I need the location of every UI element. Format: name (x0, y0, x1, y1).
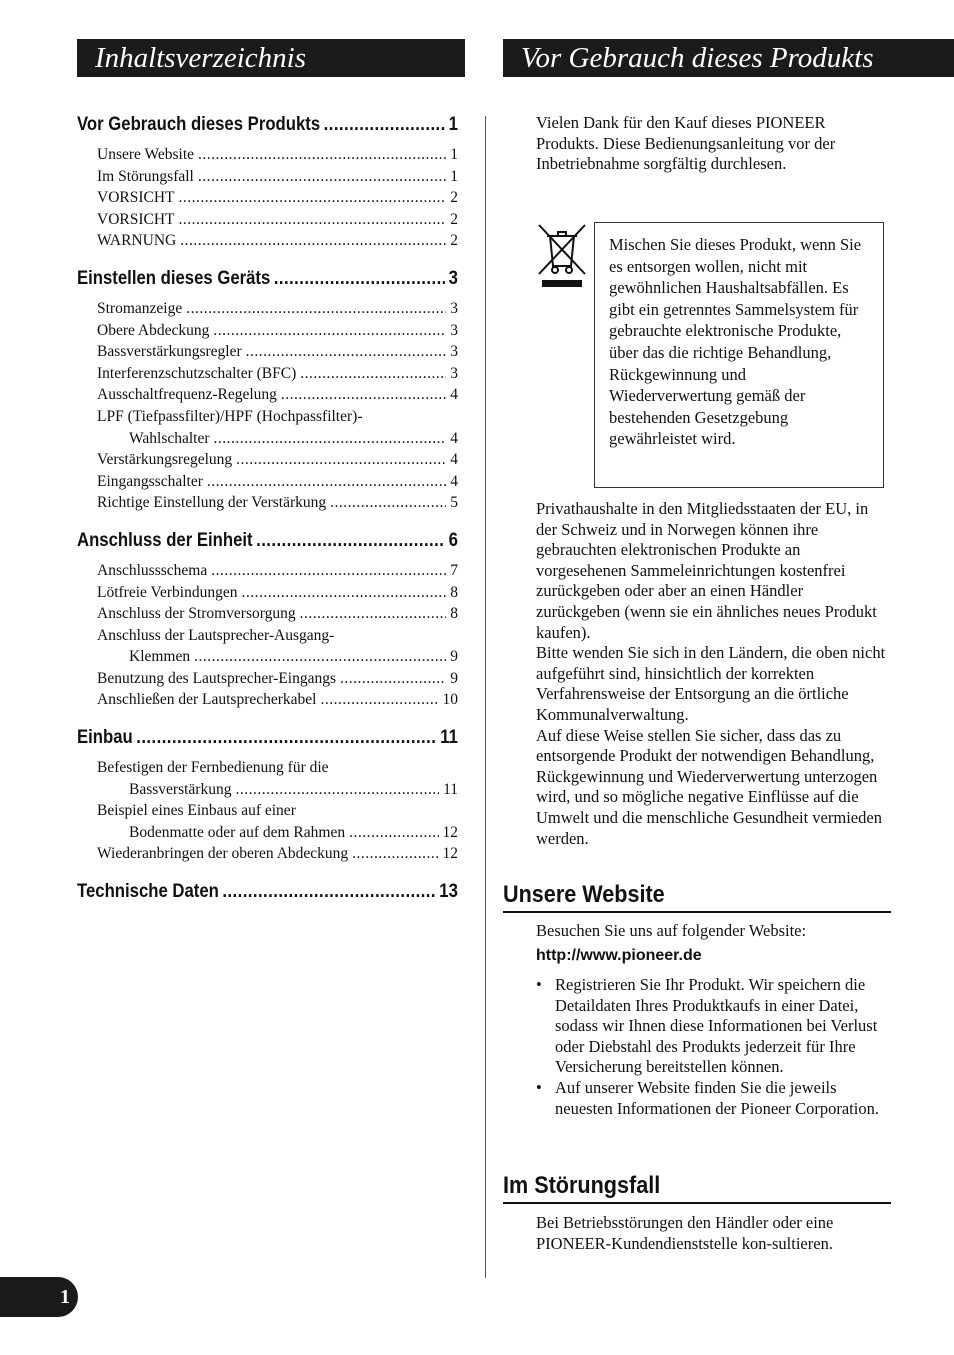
toc-entry-continuation[interactable] (77, 428, 458, 450)
website-url-link[interactable]: http://www.pioneer.de (536, 947, 702, 964)
toc-dot-leader (186, 298, 446, 320)
toc-page-number: 2 (450, 210, 458, 228)
toc-page-number: 1 (448, 114, 458, 135)
toc-dot-leader (194, 646, 446, 668)
toc-page-number: 11 (443, 780, 458, 798)
toc-entry[interactable] (77, 800, 458, 822)
toc-page-number: 1 (450, 146, 458, 163)
toc-dot-leader (180, 230, 446, 252)
toc-entry-label: Beispiel eines Einbaus auf einer (97, 802, 296, 820)
toc-dot-leader (349, 822, 438, 844)
toc-dot-leader (179, 209, 447, 231)
toc-heading[interactable] (77, 528, 458, 554)
toc-entry-label: Anschlussschema (97, 561, 208, 579)
toc-entry[interactable] (77, 384, 458, 406)
toc-page-number: 7 (450, 561, 458, 579)
intro-paragraph: Vielen Dank für den Kauf dieses PIONEER Produkts. Diese Bedienungsanleitung vor der Inbetriebnahme sorgfältig durchlesen. (536, 113, 836, 174)
toc-entry-continuation[interactable] (77, 779, 458, 801)
household-paragraph: Bitte wenden Sie sich in den Ländern, die oben nicht aufgeführt sind, hinsichtlich der korrekten Verfahrensweise der Entsorgung an die örtliche Kommunalverwaltung. (536, 643, 886, 724)
toc-entry[interactable] (77, 560, 458, 582)
toc-heading-label: Einbau (77, 727, 133, 749)
toc-dot-leader (256, 528, 445, 554)
toc-entry[interactable] (77, 668, 458, 690)
toc-entry-label: Eingangsschalter (97, 472, 203, 490)
toc-page-number: 3 (450, 364, 458, 382)
toc-dot-leader (136, 725, 436, 751)
bullet-icon: • (536, 975, 542, 994)
toc-page-number: 3 (448, 267, 458, 289)
toc-dot-leader (300, 603, 447, 625)
website-heading: Unsere Website (503, 880, 891, 913)
toc-dot-leader (236, 449, 446, 471)
toc-heading[interactable] (77, 112, 458, 138)
toc-page-number: 12 (442, 823, 458, 841)
toc-entry-label: Unsere Website (97, 146, 195, 163)
toc-entry[interactable] (77, 144, 458, 166)
toc-page-number: 6 (448, 529, 458, 551)
page-number-tab (0, 1277, 78, 1317)
toc-section (77, 879, 458, 905)
toc-entry[interactable] (77, 603, 458, 625)
table-of-contents (77, 112, 458, 919)
toc-entry[interactable] (77, 320, 458, 342)
toc-entry[interactable] (77, 471, 458, 493)
toc-heading[interactable] (77, 266, 458, 292)
toc-entry[interactable] (77, 341, 458, 363)
toc-entry[interactable] (77, 298, 458, 320)
toc-entry-label: WARNUNG (97, 232, 177, 250)
toc-page-number: 4 (450, 451, 458, 469)
bullet-text: Auf unserer Website finden Sie die jeweils neuesten Informationen der Pioneer Corporation. (555, 1077, 879, 1118)
toc-dot-leader (281, 384, 446, 406)
toc-section (77, 725, 458, 865)
toc-entry-label: Bodenmatte oder auf dem Rahmen (129, 823, 346, 841)
toc-entry[interactable] (77, 363, 458, 385)
toc-page-number: 13 (439, 881, 458, 903)
toc-heading-label: Vor Gebrauch dieses Produkts (77, 114, 321, 135)
toc-dot-leader (300, 363, 446, 385)
toc-entry[interactable] (77, 757, 458, 779)
toc-entry[interactable] (77, 187, 458, 209)
toc-page-number: 3 (450, 321, 458, 339)
toc-entry-label: Klemmen (129, 648, 191, 666)
toc-dot-leader (320, 689, 438, 711)
household-paragraph: Auf diese Weise stellen Sie sicher, dass das zu entsorgende Produkt der notwendigen Behandlung, Rückgewinnung und Wiederverwertung unterzogen wird, und so mögliche negative Einflüsse auf die Umwelt und die menschliche Gesundheit vermieden werden. (536, 725, 882, 848)
toc-page-number: 2 (450, 232, 458, 250)
toc-dot-leader (213, 320, 446, 342)
toc-entry-label: Anschließen der Lautsprecherkabel (97, 691, 317, 709)
toc-page-number: 8 (450, 583, 458, 601)
toc-entry-label: Lötfreie Verbindungen (97, 583, 238, 601)
disposal-notice-box: Mischen Sie dieses Produkt, wenn Sie es entsorgen wollen, nicht mit gewöhnlichen Haushaltsabfällen. Es gibt ein getrenntes Sammelsystem für gebrauchte elektronische Produkte, über das die richtige Behandlung, Rückgewinnung und Wiederverwertung gemäß der bestehenden Gesetzgebung gewährleistet wird. (594, 222, 884, 488)
toc-entry-label: Wiederanbringen der oberen Abdeckung (97, 845, 349, 863)
toc-entry-continuation[interactable] (77, 822, 458, 844)
toc-entry-label: Anschluss der Stromversorgung (97, 605, 296, 623)
toc-dot-leader (246, 341, 447, 363)
bullet-icon: • (536, 1077, 542, 1097)
toc-page-number: 3 (450, 343, 458, 361)
list-item (536, 975, 891, 1078)
toc-entry-label: Verstärkungsregelung (97, 451, 233, 469)
toc-entry-label: Interferenzschutzschalter (BFC) (97, 364, 297, 382)
toc-dot-leader (274, 266, 445, 292)
stoerung-heading: Im Störungsfall (503, 1171, 891, 1204)
toc-entry[interactable] (77, 406, 458, 428)
stoerung-text: Bei Betriebsstörungen den Händler oder eine PIONEER-Kundendienststelle kon-sultieren. (536, 1213, 834, 1253)
toc-dot-leader (241, 582, 446, 604)
toc-dot-leader (214, 428, 447, 450)
household-paragraph: Privathaushalte in den Mitgliedsstaaten der EU, in der Schweiz und in Norwegen können ihre gebrauchten elektronischen Produkte an vorgesehenen Sammeleinrichtungen kostenfrei zurückgeben oder aber an einen Händler zurückgeben (wenn sie ein ähnliches neues Produkt kaufen). (536, 499, 877, 642)
toc-entry[interactable] (77, 449, 458, 471)
toc-entry-label: Benutzung des Lautsprecher-Eingangs (97, 669, 337, 687)
toc-heading[interactable] (77, 725, 458, 751)
toc-entry[interactable] (77, 209, 458, 231)
toc-page-number: 5 (450, 494, 458, 512)
toc-entry-label: Anschluss der Lautsprecher-Ausgang- (97, 626, 335, 644)
toc-section (77, 112, 458, 252)
toc-entry[interactable] (77, 230, 458, 252)
toc-entry-label: VORSICHT (97, 210, 175, 228)
page-number: 1 (60, 1286, 70, 1308)
toc-dot-leader (222, 879, 435, 905)
toc-entry[interactable] (77, 582, 458, 604)
toc-page-number: 4 (450, 386, 458, 404)
toc-section (77, 266, 458, 514)
toc-entry-label: Befestigen der Fernbedienung für die (97, 759, 329, 777)
toc-dot-leader (352, 843, 438, 865)
toc-heading-label: Anschluss der Einheit (77, 529, 253, 551)
toc-entry-continuation[interactable] (77, 646, 458, 668)
toc-entry[interactable] (77, 166, 458, 188)
toc-page-number: 11 (440, 727, 458, 749)
toc-page-number: 9 (450, 669, 458, 687)
toc-heading[interactable] (77, 879, 458, 905)
toc-heading-label: Einstellen dieses Geräts (77, 267, 271, 289)
toc-page-number: 12 (442, 845, 458, 863)
toc-entry[interactable] (77, 689, 458, 711)
toc-page-number: 9 (450, 648, 458, 666)
toc-page-number: 2 (450, 189, 458, 207)
toc-banner: Inhaltsverzeichnis (77, 39, 465, 77)
toc-page-number: 8 (450, 605, 458, 623)
toc-dot-leader (211, 560, 446, 582)
website-bullet-list (536, 975, 891, 1119)
toc-entry-label: Im Störungsfall (97, 167, 194, 185)
toc-entry-label: Bassverstärkungsregler (97, 343, 242, 361)
toc-dot-leader (179, 187, 447, 209)
toc-entry-label: LPF (Tiefpassfilter)/HPF (Hochpassfilter)- (97, 407, 363, 425)
toc-entry-label: Richtige Einstellung der Verstärkung (97, 494, 327, 512)
toc-page-number: 4 (450, 429, 458, 447)
toc-entry-label: Ausschaltfrequenz-Regelung (97, 386, 277, 404)
toc-dot-leader (330, 492, 446, 514)
toc-dot-leader (198, 144, 446, 166)
toc-heading-label: Technische Daten (77, 881, 219, 903)
toc-section (77, 528, 458, 711)
toc-page-number: 4 (450, 472, 458, 490)
toc-dot-leader (198, 166, 446, 188)
toc-entry-label: Obere Abdeckung (97, 321, 210, 339)
toc-page-number: 3 (450, 299, 458, 317)
bullet-text: Registrieren Sie Ihr Produkt. Wir speichern die Detaildaten Ihres Produktkaufs in einer Datei, sodass wir Ihnen diese Informationen bei Verlust oder Diebstahl des Produkts jederzeit für Ihre Versicherung bereitstellen können. (555, 975, 878, 1077)
list-item (536, 1078, 891, 1119)
toc-page-number: 1 (450, 167, 458, 185)
section-banner: Vor Gebrauch dieses Produkts (503, 39, 954, 77)
toc-page-number: 10 (442, 691, 458, 709)
crossed-out-wheelie-bin-icon (536, 222, 588, 292)
toc-entry[interactable] (77, 625, 458, 647)
toc-entry[interactable] (77, 843, 458, 865)
toc-entry-label: Wahlschalter (129, 429, 210, 447)
toc-dot-leader (340, 668, 446, 690)
toc-entry[interactable] (77, 492, 458, 514)
toc-dot-leader (207, 471, 446, 493)
website-text: Besuchen Sie uns auf folgender Website: (536, 921, 807, 940)
household-paragraphs (536, 499, 891, 849)
toc-entry-label: Stromanzeige (97, 299, 183, 317)
toc-entry-label: VORSICHT (97, 189, 175, 207)
toc-entry-label: Bassverstärkung (129, 780, 232, 798)
column-divider (485, 116, 486, 1278)
toc-dot-leader (235, 779, 439, 801)
toc-dot-leader (324, 112, 445, 138)
